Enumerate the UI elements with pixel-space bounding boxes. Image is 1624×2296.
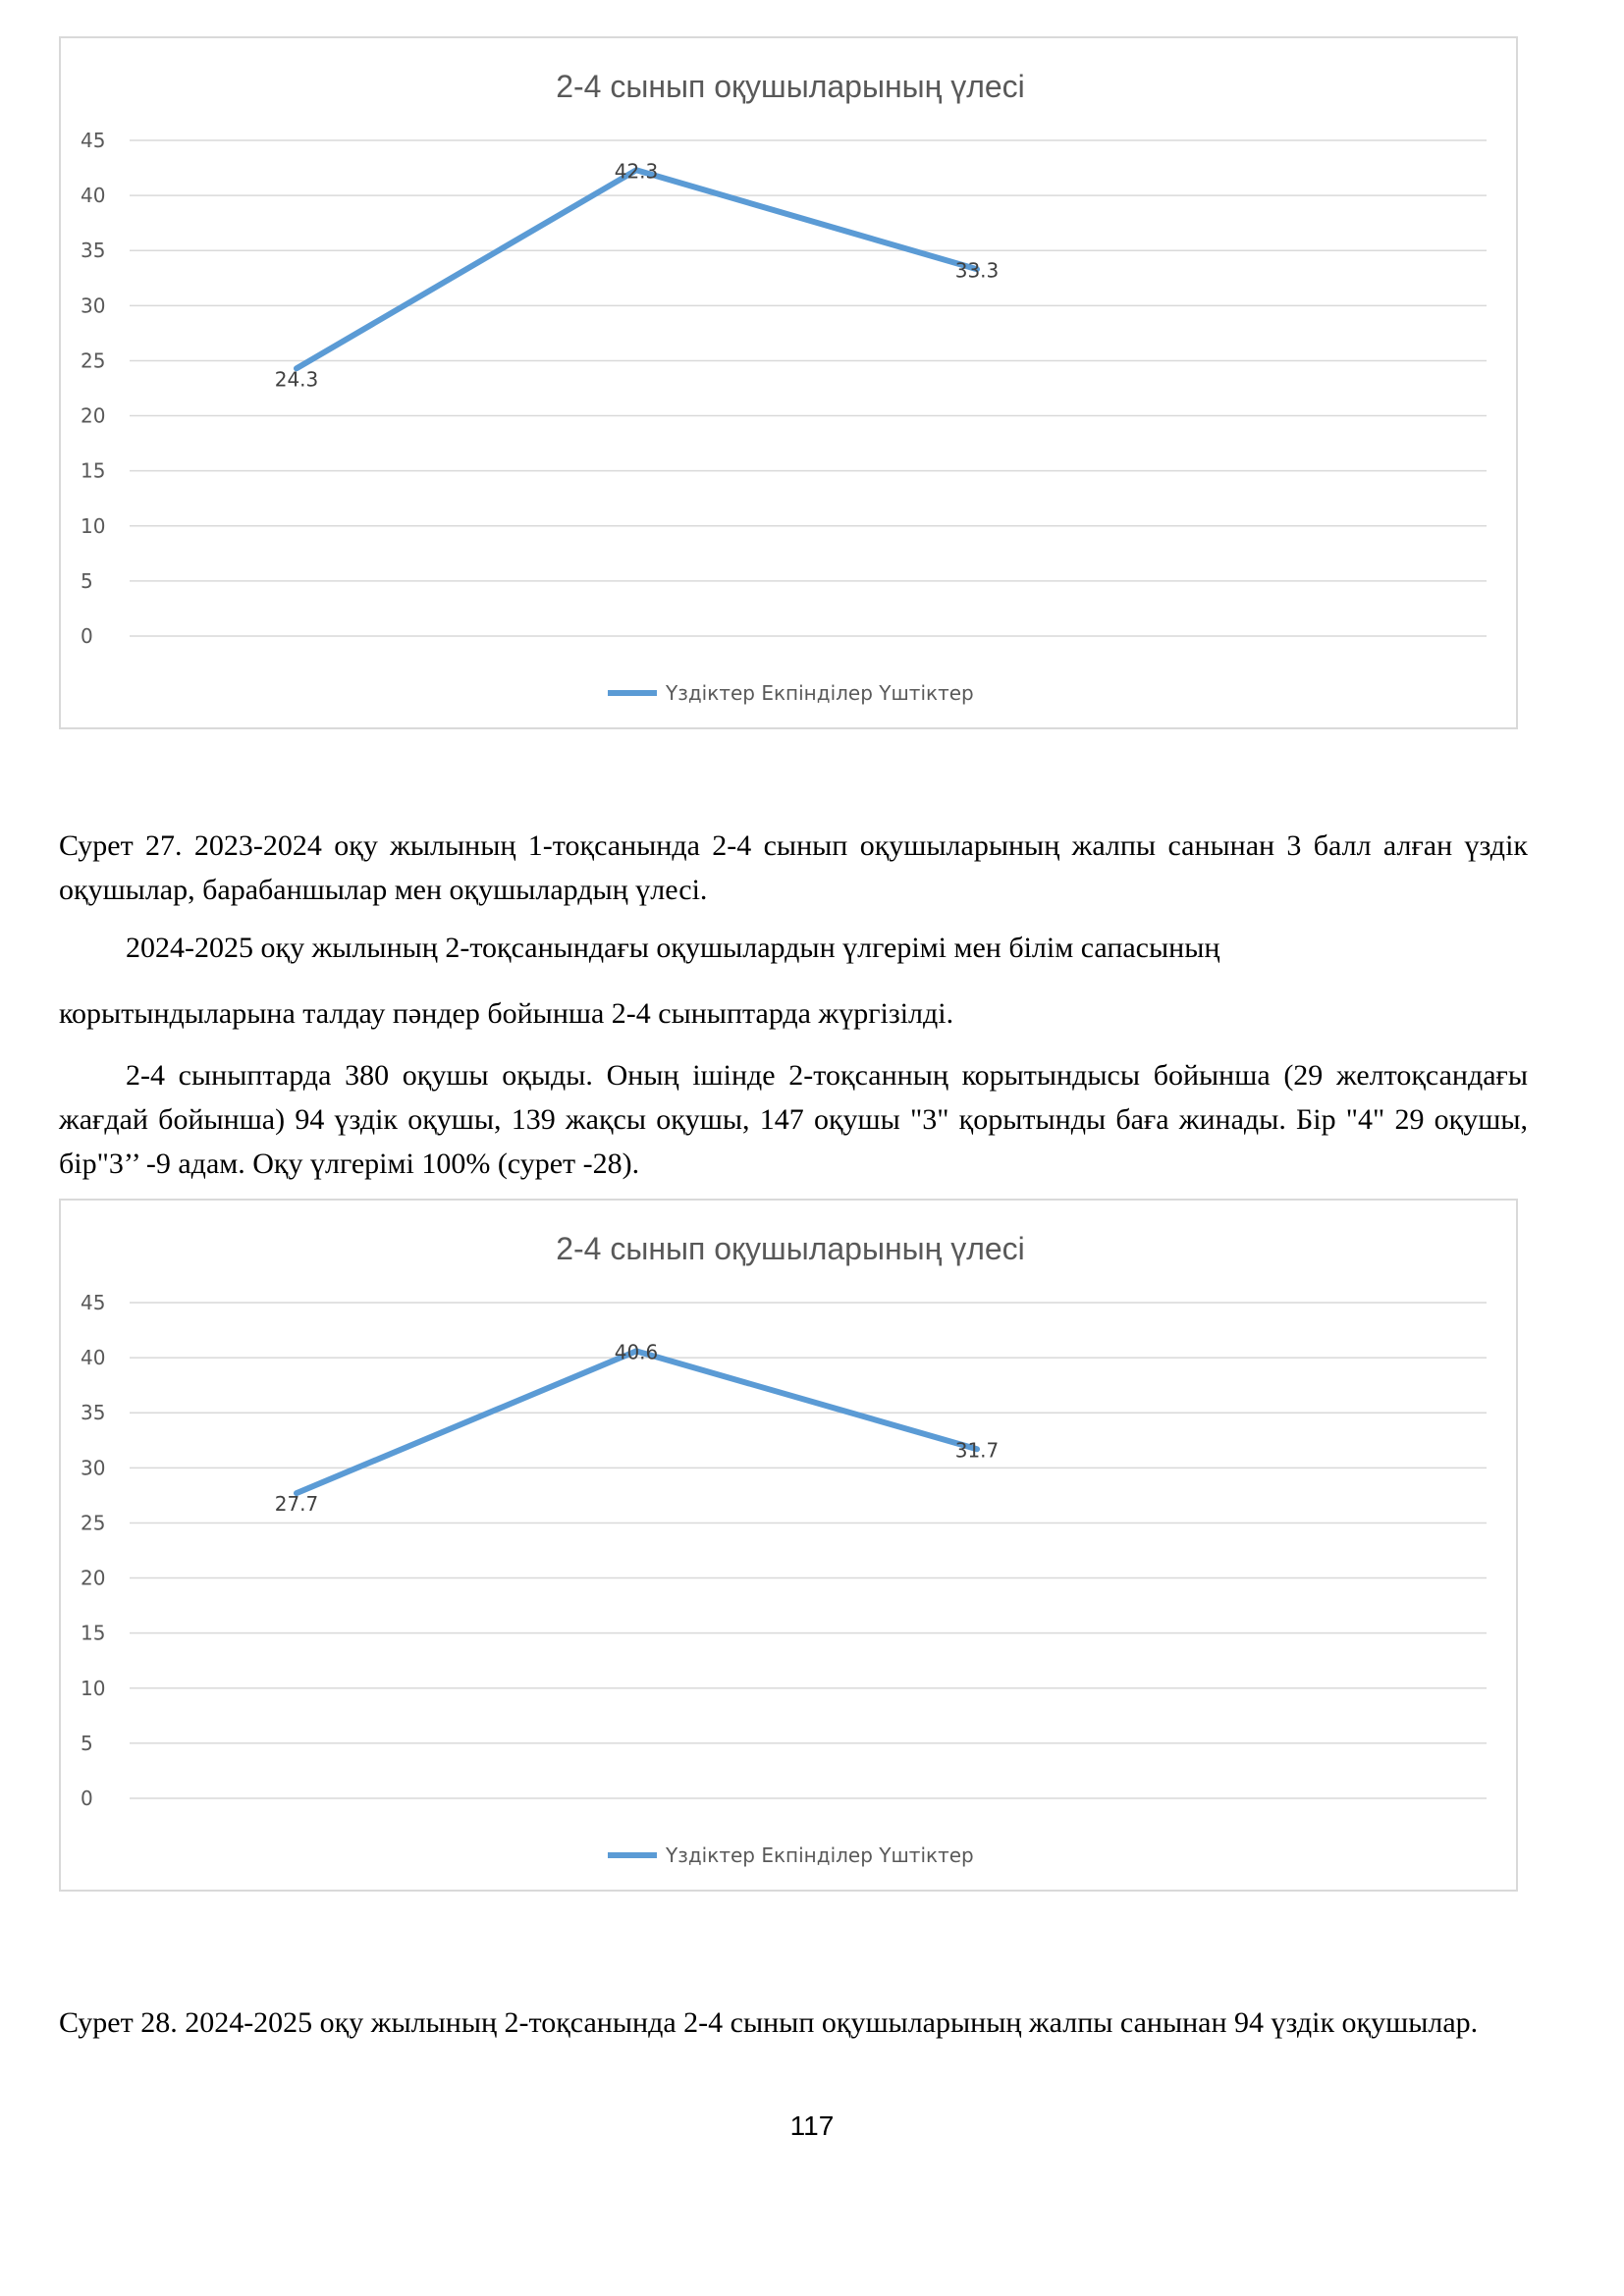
y-tick-label: 25: [81, 348, 106, 373]
data-labels: [275, 1340, 1000, 1516]
chart-2-svg: [61, 1201, 1520, 1894]
y-tick-label: 5: [81, 1731, 93, 1755]
y-tick-label: 40: [81, 184, 106, 208]
y-tick-label: 20: [81, 403, 106, 428]
chart-1: [59, 36, 1518, 729]
data-label: 40.6: [614, 1340, 659, 1364]
y-tick-label: 25: [81, 1511, 106, 1535]
paragraph-intro-cont: корытындыларына талдау пәндер бойынша 2-4 сыныптарда жүргізілді.: [59, 997, 954, 1030]
data-label: 27.7: [274, 1492, 319, 1517]
y-tick-label: 45: [81, 1291, 106, 1314]
y-tick-labels: [81, 1291, 105, 1810]
series-line: [297, 170, 977, 368]
page-number: 117: [789, 2110, 835, 2141]
data-label: 42.3: [614, 159, 659, 184]
y-tick-label: 20: [81, 1566, 106, 1590]
y-tick-label: 30: [81, 1456, 106, 1480]
y-gridlines: [130, 1303, 1487, 1798]
y-tick-label: 10: [81, 1676, 106, 1700]
series-line: [297, 1351, 977, 1493]
data-label: 24.3: [274, 367, 319, 392]
chart-title: 2-4 сынып оқушыларының үлесі: [556, 69, 1025, 104]
y-tick-label: 15: [81, 458, 106, 483]
y-tick-label: 45: [81, 129, 106, 152]
legend-label: Үздіктер Екпінділер Үштіктер: [666, 681, 974, 705]
y-tick-label: 10: [81, 513, 106, 538]
caption-27: Сурет 27. 2023-2024 оқу жылының 1-тоқсанында 2-4 сынып оқушыларының жалпы санынан 3 балл алған үздік оқушылар, барабаншылар мен оқушылардың үлесі.: [59, 829, 1528, 906]
y-tick-label: 30: [81, 294, 106, 318]
chart-1-svg: [61, 38, 1520, 731]
paragraph-intro: 2024-2025 оқу жылының 2-тоқсанындағы оқушылардын үлгерімі мен білім сапасының: [126, 932, 1220, 964]
chart-title: 2-4 сынып оқушыларының үлесі: [556, 1231, 1025, 1266]
y-gridlines: [130, 140, 1487, 636]
y-tick-label: 35: [81, 1401, 106, 1425]
caption-28: Сурет 28. 2024-2025 оқу жылының 2-тоқсанында 2-4 сынып оқушыларының жалпы санынан 94 үздік оқушылар.: [59, 2006, 1479, 2039]
y-tick-label: 15: [81, 1621, 106, 1645]
chart-2: [59, 1199, 1518, 1892]
data-label: 31.7: [954, 1438, 1000, 1463]
y-tick-labels: [81, 129, 105, 648]
legend-label: Үздіктер Екпінділер Үштіктер: [666, 1843, 974, 1867]
y-tick-label: 5: [81, 568, 93, 593]
y-tick-label: 0: [81, 1787, 93, 1810]
data-labels: [275, 159, 1000, 391]
paragraph-results: 2-4 сыныптарда 380 оқушы оқыды. Оның ішінде 2-тоқсанның корытындысы бойынша (29 желтоқсандағы жағдай бойынша) 94 үздік оқушы, 139 жақсы оқушы, 147 оқушы "3" қорытынды баға жинады. Бір "4" 29 оқушы, бір"3’’ -9 адам. Оқу үлгерімі 100% (сурет -28).: [59, 1059, 1528, 1180]
data-label: 33.3: [954, 258, 1000, 283]
y-tick-label: 35: [81, 239, 106, 263]
y-tick-label: 0: [81, 624, 93, 648]
y-tick-label: 40: [81, 1346, 106, 1370]
